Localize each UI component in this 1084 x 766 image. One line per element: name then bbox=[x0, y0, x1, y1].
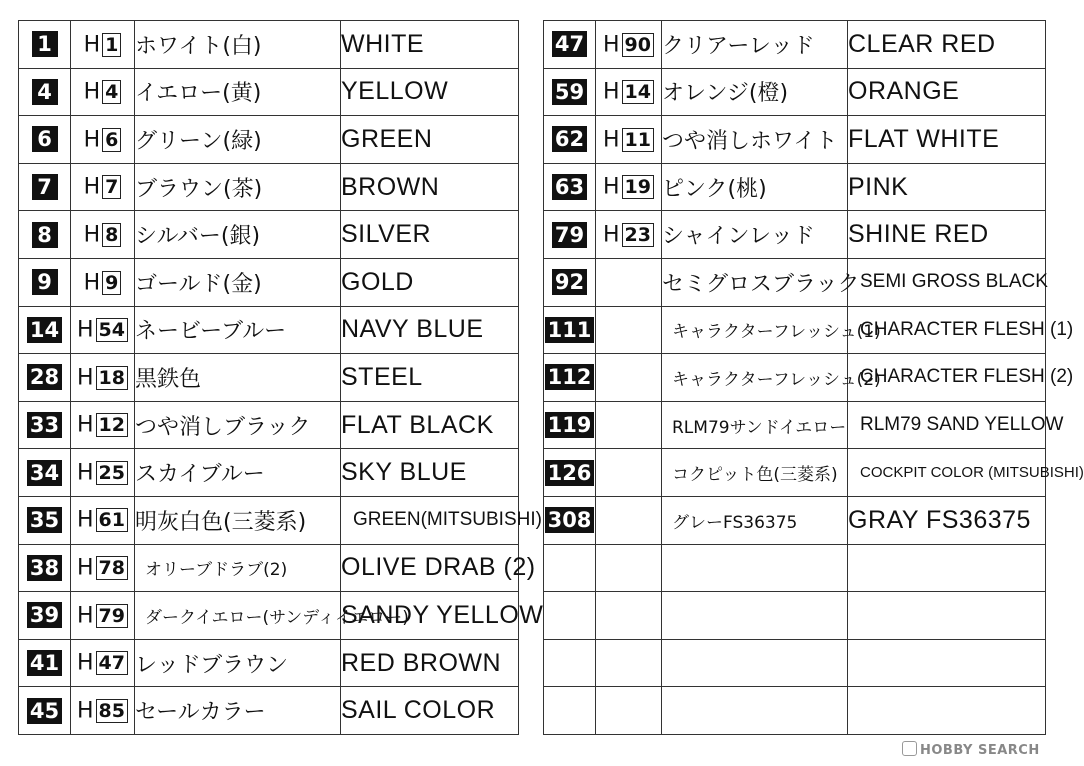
h-code-cell bbox=[71, 116, 135, 164]
paint-name-en: CLEAR RED bbox=[848, 21, 1046, 69]
paint-name-jp: シャインレッド bbox=[662, 211, 848, 259]
h-code-cell bbox=[596, 354, 662, 402]
h-code-box: 1 bbox=[102, 33, 121, 57]
paint-number-cell bbox=[544, 687, 596, 735]
paint-name-en: CHARACTER FLESH (2) bbox=[848, 354, 1046, 402]
paint-number-badge: 92 bbox=[552, 269, 587, 295]
h-prefix-label: H bbox=[77, 365, 94, 391]
watermark bbox=[902, 741, 1040, 758]
paint-name-jp: ダークイエロー(サンディイエロー) bbox=[135, 592, 341, 640]
paint-name-en: ORANGE bbox=[848, 68, 1046, 116]
paint-number-badge: 34 bbox=[27, 460, 62, 486]
paint-name-en: NAVY BLUE bbox=[341, 306, 519, 354]
paint-number-cell bbox=[19, 354, 71, 402]
paint-table-left bbox=[18, 20, 544, 735]
paint-number-cell bbox=[544, 639, 596, 687]
paint-number-badge: 6 bbox=[32, 126, 58, 152]
watermark-logo-icon bbox=[902, 741, 917, 756]
paint-number-cell bbox=[19, 116, 71, 164]
h-prefix-label: H bbox=[77, 603, 94, 629]
paint-number-cell bbox=[19, 639, 71, 687]
paint-number-cell bbox=[19, 496, 71, 544]
paint-number-cell bbox=[544, 401, 596, 449]
paint-name-en: SANDY YELLOW bbox=[341, 592, 519, 640]
paint-number-badge: 308 bbox=[545, 507, 595, 533]
h-prefix-label: H bbox=[603, 79, 620, 105]
table-row bbox=[19, 687, 519, 735]
h-prefix-label: H bbox=[603, 127, 620, 153]
table-row bbox=[19, 306, 519, 354]
paint-name-en: BROWN bbox=[341, 163, 519, 211]
paint-name-en bbox=[848, 544, 1046, 592]
paint-number-cell bbox=[19, 68, 71, 116]
table-row bbox=[544, 592, 1046, 640]
paint-number-cell bbox=[19, 21, 71, 69]
paint-name-jp bbox=[662, 687, 848, 735]
h-code-cell bbox=[596, 163, 662, 211]
paint-name-en: RED BROWN bbox=[341, 639, 519, 687]
h-code-box: 9 bbox=[102, 271, 121, 295]
table-row bbox=[544, 496, 1046, 544]
table-row bbox=[19, 449, 519, 497]
paint-name-en bbox=[848, 639, 1046, 687]
paint-table-right-body bbox=[544, 21, 1084, 735]
paint-name-en: SHINE RED bbox=[848, 211, 1046, 259]
h-code-box: 12 bbox=[96, 413, 128, 437]
paint-table-left-body bbox=[19, 21, 544, 735]
paint-name-jp: セミグロスブラック bbox=[662, 258, 848, 306]
paint-number-badge: 28 bbox=[27, 364, 62, 390]
h-prefix-label: H bbox=[83, 32, 101, 58]
h-prefix-label: H bbox=[603, 174, 620, 200]
h-code-cell bbox=[596, 211, 662, 259]
paint-number-badge: 79 bbox=[552, 222, 587, 248]
paint-name-en: PINK bbox=[848, 163, 1046, 211]
h-prefix-label: H bbox=[77, 698, 94, 724]
h-code-box: 78 bbox=[96, 556, 128, 580]
h-code-cell bbox=[596, 639, 662, 687]
paint-name-jp bbox=[662, 544, 848, 592]
h-code-cell bbox=[71, 401, 135, 449]
h-code-box: 18 bbox=[96, 366, 128, 390]
paint-name-jp: オリーブドラブ(2) bbox=[135, 544, 341, 592]
h-prefix-label: H bbox=[83, 127, 101, 153]
paint-name-jp: レッドブラウン bbox=[135, 639, 341, 687]
paint-name-jp: ネービーブルー bbox=[135, 306, 341, 354]
paint-name-jp: クリアーレッド bbox=[662, 21, 848, 69]
table-row bbox=[544, 449, 1046, 497]
h-code-cell bbox=[596, 496, 662, 544]
paint-name-jp: コクピット色(三菱系) bbox=[662, 449, 848, 497]
paint-name-en: FLAT WHITE bbox=[848, 116, 1046, 164]
paint-name-en: SEMI GROSS BLACK bbox=[848, 258, 1046, 306]
paint-name-en: SAIL COLOR bbox=[341, 687, 519, 735]
paint-name-jp: オレンジ(橙) bbox=[662, 68, 848, 116]
paint-name-jp: 明灰白色(三菱系) bbox=[135, 496, 341, 544]
paint-number-badge: 47 bbox=[552, 31, 587, 57]
paint-name-en: RLM79 SAND YELLOW bbox=[848, 401, 1046, 449]
h-code-cell bbox=[596, 68, 662, 116]
paint-number-cell bbox=[544, 354, 596, 402]
h-code-box: 23 bbox=[622, 223, 654, 247]
paint-number-cell bbox=[544, 116, 596, 164]
h-code-box: 19 bbox=[622, 175, 654, 199]
paint-name-en: GOLD bbox=[341, 258, 519, 306]
table-row bbox=[544, 306, 1046, 354]
table-row bbox=[19, 639, 519, 687]
paint-name-jp: つや消しホワイト bbox=[662, 116, 848, 164]
table-row bbox=[19, 21, 519, 69]
paint-number-cell bbox=[19, 401, 71, 449]
paint-number-badge: 41 bbox=[27, 650, 62, 676]
paint-number-badge: 45 bbox=[27, 698, 62, 724]
h-code-cell bbox=[596, 258, 662, 306]
paint-number-cell bbox=[19, 163, 71, 211]
paint-number-badge: 4 bbox=[32, 79, 58, 105]
paint-name-en: SKY BLUE bbox=[341, 449, 519, 497]
h-prefix-label: H bbox=[603, 222, 620, 248]
paint-name-jp: グリーン(緑) bbox=[135, 116, 341, 164]
h-code-cell bbox=[71, 639, 135, 687]
h-code-cell bbox=[596, 401, 662, 449]
paint-number-cell bbox=[544, 306, 596, 354]
paint-number-badge: 7 bbox=[32, 174, 58, 200]
h-code-cell bbox=[71, 496, 135, 544]
h-code-cell bbox=[71, 21, 135, 69]
h-prefix-label: H bbox=[603, 32, 620, 58]
paint-name-jp: RLM79サンドイエロー bbox=[662, 401, 848, 449]
h-code-cell bbox=[596, 544, 662, 592]
paint-number-badge: 1 bbox=[32, 31, 58, 57]
table-row bbox=[19, 211, 519, 259]
paint-name-jp bbox=[662, 639, 848, 687]
paint-name-en: GREEN(MITSUBISHI) bbox=[341, 496, 519, 544]
table-row bbox=[19, 68, 519, 116]
paint-number-cell bbox=[544, 68, 596, 116]
paint-name-en: STEEL bbox=[341, 354, 519, 402]
watermark-text: HOBBY SEARCH bbox=[920, 743, 1040, 758]
paint-table-right bbox=[543, 20, 1084, 735]
h-code-box: 85 bbox=[96, 699, 128, 723]
table-row bbox=[19, 354, 519, 402]
paint-name-en: COCKPIT COLOR (MITSUBISHI) bbox=[848, 449, 1046, 497]
h-prefix-label: H bbox=[77, 460, 94, 486]
paint-name-jp: ホワイト(白) bbox=[135, 21, 341, 69]
paint-name-jp: イエロー(黄) bbox=[135, 68, 341, 116]
h-code-box: 79 bbox=[96, 604, 128, 628]
paint-name-en: CHARACTER FLESH (1) bbox=[848, 306, 1046, 354]
h-code-box: 90 bbox=[622, 33, 654, 57]
paint-number-badge: 14 bbox=[27, 317, 62, 343]
paint-name-en bbox=[848, 687, 1046, 735]
h-prefix-label: H bbox=[83, 270, 101, 296]
h-code-cell bbox=[71, 354, 135, 402]
paint-number-badge: 39 bbox=[27, 602, 62, 628]
paint-name-jp: ブラウン(茶) bbox=[135, 163, 341, 211]
paint-name-en: FLAT BLACK bbox=[341, 401, 519, 449]
paint-name-jp: スカイブルー bbox=[135, 449, 341, 497]
paint-number-badge: 111 bbox=[545, 317, 595, 343]
table-row bbox=[19, 401, 519, 449]
paint-number-badge: 35 bbox=[27, 507, 62, 533]
paint-number-cell bbox=[19, 258, 71, 306]
h-code-cell bbox=[71, 544, 135, 592]
table-row bbox=[544, 68, 1046, 116]
paint-name-en: WHITE bbox=[341, 21, 519, 69]
paint-name-jp: つや消しブラック bbox=[135, 401, 341, 449]
h-prefix-label: H bbox=[77, 650, 94, 676]
h-code-box: 11 bbox=[622, 128, 654, 152]
paint-number-badge: 38 bbox=[27, 555, 62, 581]
h-code-cell bbox=[71, 163, 135, 211]
paint-number-cell bbox=[19, 306, 71, 354]
table-row bbox=[544, 116, 1046, 164]
table-row bbox=[19, 163, 519, 211]
h-code-box: 47 bbox=[96, 651, 128, 675]
paint-number-badge: 9 bbox=[32, 269, 58, 295]
paint-number-cell bbox=[544, 496, 596, 544]
paint-number-badge: 126 bbox=[545, 460, 595, 486]
paint-name-en: GRAY FS36375 bbox=[848, 496, 1046, 544]
table-row bbox=[544, 258, 1046, 306]
table-row bbox=[544, 354, 1046, 402]
paint-name-en: OLIVE DRAB (2) bbox=[341, 544, 519, 592]
h-code-box: 7 bbox=[102, 175, 121, 199]
paint-number-cell bbox=[19, 211, 71, 259]
h-code-cell bbox=[71, 449, 135, 497]
paint-number-badge: 59 bbox=[552, 79, 587, 105]
h-code-box: 25 bbox=[96, 461, 128, 485]
h-code-cell bbox=[596, 687, 662, 735]
h-code-cell bbox=[71, 687, 135, 735]
h-prefix-label: H bbox=[77, 317, 94, 343]
h-code-box: 4 bbox=[102, 80, 121, 104]
paint-number-badge: 63 bbox=[552, 174, 587, 200]
table-row bbox=[19, 544, 519, 592]
table-row bbox=[19, 258, 519, 306]
paint-number-cell bbox=[544, 21, 596, 69]
table-row bbox=[544, 401, 1046, 449]
h-code-box: 54 bbox=[96, 318, 128, 342]
paint-name-jp: ピンク(桃) bbox=[662, 163, 848, 211]
h-code-cell bbox=[596, 306, 662, 354]
paint-name-jp: セールカラー bbox=[135, 687, 341, 735]
paint-name-jp bbox=[662, 592, 848, 640]
h-prefix-label: H bbox=[77, 555, 94, 581]
table-row bbox=[544, 21, 1046, 69]
table-row bbox=[544, 544, 1046, 592]
table-row bbox=[544, 163, 1046, 211]
table-row bbox=[544, 639, 1046, 687]
paint-number-cell bbox=[19, 544, 71, 592]
h-code-cell bbox=[596, 449, 662, 497]
paint-number-cell bbox=[544, 163, 596, 211]
paint-number-cell bbox=[544, 449, 596, 497]
table-row bbox=[544, 687, 1046, 735]
paint-number-cell bbox=[19, 592, 71, 640]
table-row bbox=[19, 496, 519, 544]
paint-name-jp: 黒鉄色 bbox=[135, 354, 341, 402]
h-prefix-label: H bbox=[83, 79, 101, 105]
table-row bbox=[19, 592, 519, 640]
h-code-cell bbox=[71, 592, 135, 640]
paint-name-en bbox=[848, 592, 1046, 640]
paint-name-jp: キャラクターフレッシュ(2) bbox=[662, 354, 848, 402]
h-code-cell bbox=[596, 592, 662, 640]
paint-number-badge: 8 bbox=[32, 222, 58, 248]
paint-number-cell bbox=[544, 211, 596, 259]
paint-number-badge: 33 bbox=[27, 412, 62, 438]
paint-name-jp: シルバー(銀) bbox=[135, 211, 341, 259]
paint-number-badge: 62 bbox=[552, 126, 587, 152]
paint-number-cell bbox=[19, 687, 71, 735]
h-code-box: 14 bbox=[622, 80, 654, 104]
h-code-box: 8 bbox=[102, 223, 121, 247]
h-code-cell bbox=[596, 21, 662, 69]
paint-number-cell bbox=[19, 449, 71, 497]
paint-name-jp: グレーFS36375 bbox=[662, 496, 848, 544]
paint-number-cell bbox=[544, 258, 596, 306]
h-prefix-label: H bbox=[77, 412, 94, 438]
paint-name-jp: キャラクターフレッシュ(1) bbox=[662, 306, 848, 354]
h-code-cell bbox=[71, 306, 135, 354]
h-code-cell bbox=[71, 211, 135, 259]
h-code-cell bbox=[71, 258, 135, 306]
paint-name-en: SILVER bbox=[341, 211, 519, 259]
table-row bbox=[544, 211, 1046, 259]
paint-number-cell bbox=[544, 544, 596, 592]
table-row bbox=[19, 116, 519, 164]
paint-name-en: GREEN bbox=[341, 116, 519, 164]
paint-number-cell bbox=[544, 592, 596, 640]
h-prefix-label: H bbox=[77, 507, 94, 533]
h-code-box: 6 bbox=[102, 128, 121, 152]
h-code-cell bbox=[71, 68, 135, 116]
paint-number-badge: 112 bbox=[545, 364, 595, 390]
h-code-cell bbox=[596, 116, 662, 164]
paint-name-jp: ゴールド(金) bbox=[135, 258, 341, 306]
paint-name-en: YELLOW bbox=[341, 68, 519, 116]
h-code-box: 61 bbox=[96, 508, 128, 532]
h-prefix-label: H bbox=[83, 174, 101, 200]
h-prefix-label: H bbox=[83, 222, 101, 248]
paint-number-badge: 119 bbox=[545, 412, 595, 438]
